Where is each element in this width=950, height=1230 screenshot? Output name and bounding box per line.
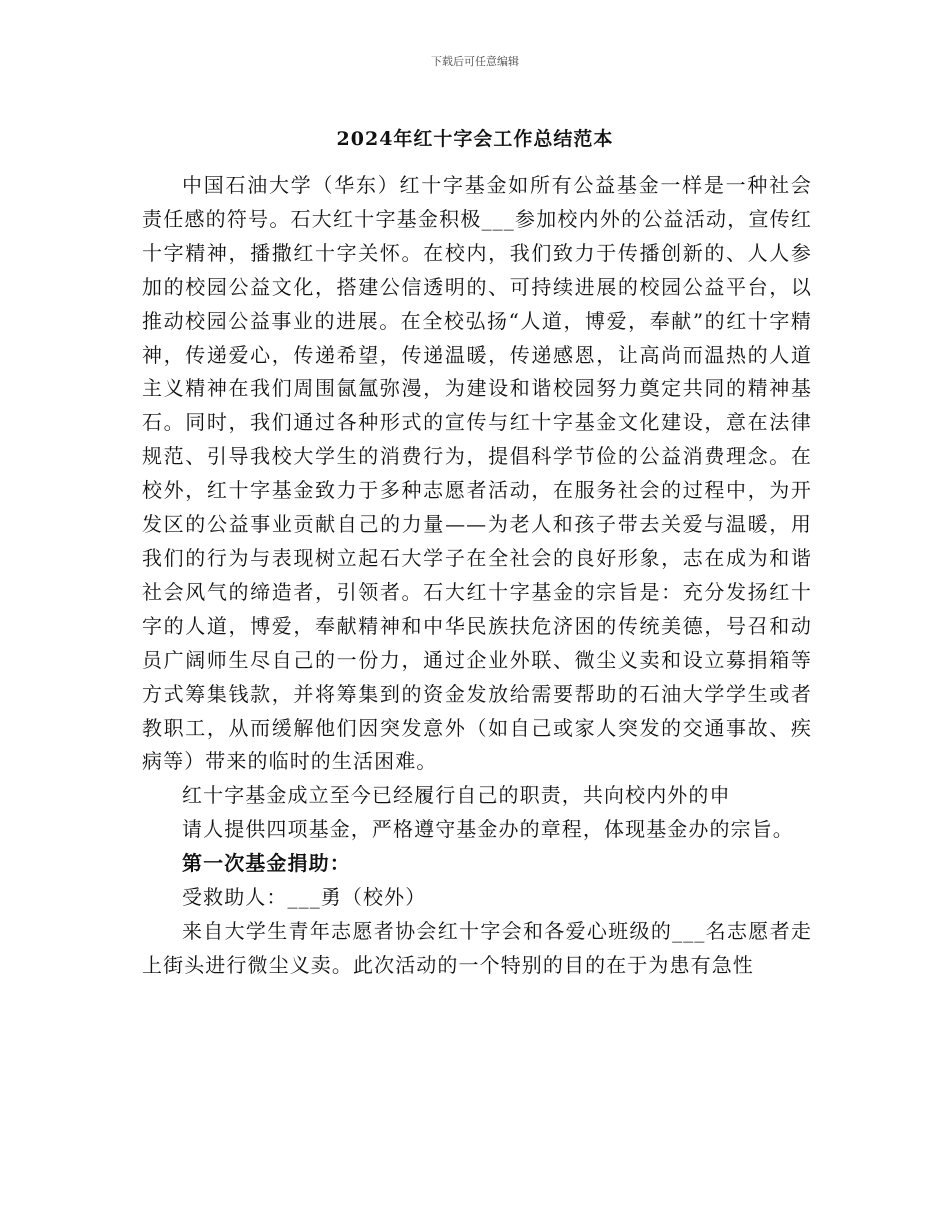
paragraph-volunteer-sale: 来自大学生青年志愿者协会红十字会和各爱心班级的___名志愿者走上街头进行微尘义卖。此次活动的一个特别的目的在于为患有急性	[142, 918, 812, 977]
paragraph-intro: 中国石油大学（华东）红十字基金如所有公益基金一样是一种社会责任感的符号。石大红十字基金积极___参加校内外的公益活动，宣传红十字精神，播撒红十字关怀。在校内，我们致力于传播创新的、人人参加的校园公益文化，搭建公信透明的、可持续进展的校园公益平台，以推动校园公益事业的进展。在全校弘扬“人道，博爱，奉献”的红十字精神，传递爱心，传递希望，传递温暖，传递感恩，让高尚而温热的人道主义精神在我们周围氤氲弥漫，为建设和谐校园努力奠定共同的精神基石。同时，我们通过各种形式的宣传与红十字基金文化建设，意在法律规范、引导我校大学生的消费行为，提倡科学节俭的公益消费理念。在校外，红十字基金致力于多种志愿者活动，在服务社会的过程中，为开发区的公益事业贡献自己的力量——为老人和孩子带去关爱与温暖，用我们的行为与表现树立起石大学子在全社会的良好形象，志在成为和谐社会风气的缔造者，引领者。石大红十字基金的宗旨是：充分发扬红十字的人道，博爱，奉献精神和中华民族扶危济困的传统美德，号召和动员广阔师生尽自己的一份力，通过企业外联、微尘义卖和设立募捐箱等方式筹集钱款，并将筹集到的资金发放给需要帮助的石油大学学生或者教职工，从而缓解他们因突发意外（如自己或家人突发的交通事故、疾病等）带来的临时的生活困难。	[142, 173, 812, 774]
recipient-line: 受救助人：___勇（校外）	[182, 885, 427, 910]
paragraph-fund-duties-line2: 请人提供四项基金，严格遵守基金办的章程，体现基金办的宗旨。	[182, 817, 794, 842]
paragraph-fund-duties-line1: 红十字基金成立至今已经履行自己的职责，共向校内外的申	[182, 783, 731, 808]
document-body	[142, 169, 812, 983]
section-heading-first-donation: 第一次基金捐助：	[182, 851, 351, 876]
document-title: 2024年红十字会工作总结范本	[336, 128, 614, 150]
page-header-note: 下载后可任意编辑	[431, 55, 519, 68]
